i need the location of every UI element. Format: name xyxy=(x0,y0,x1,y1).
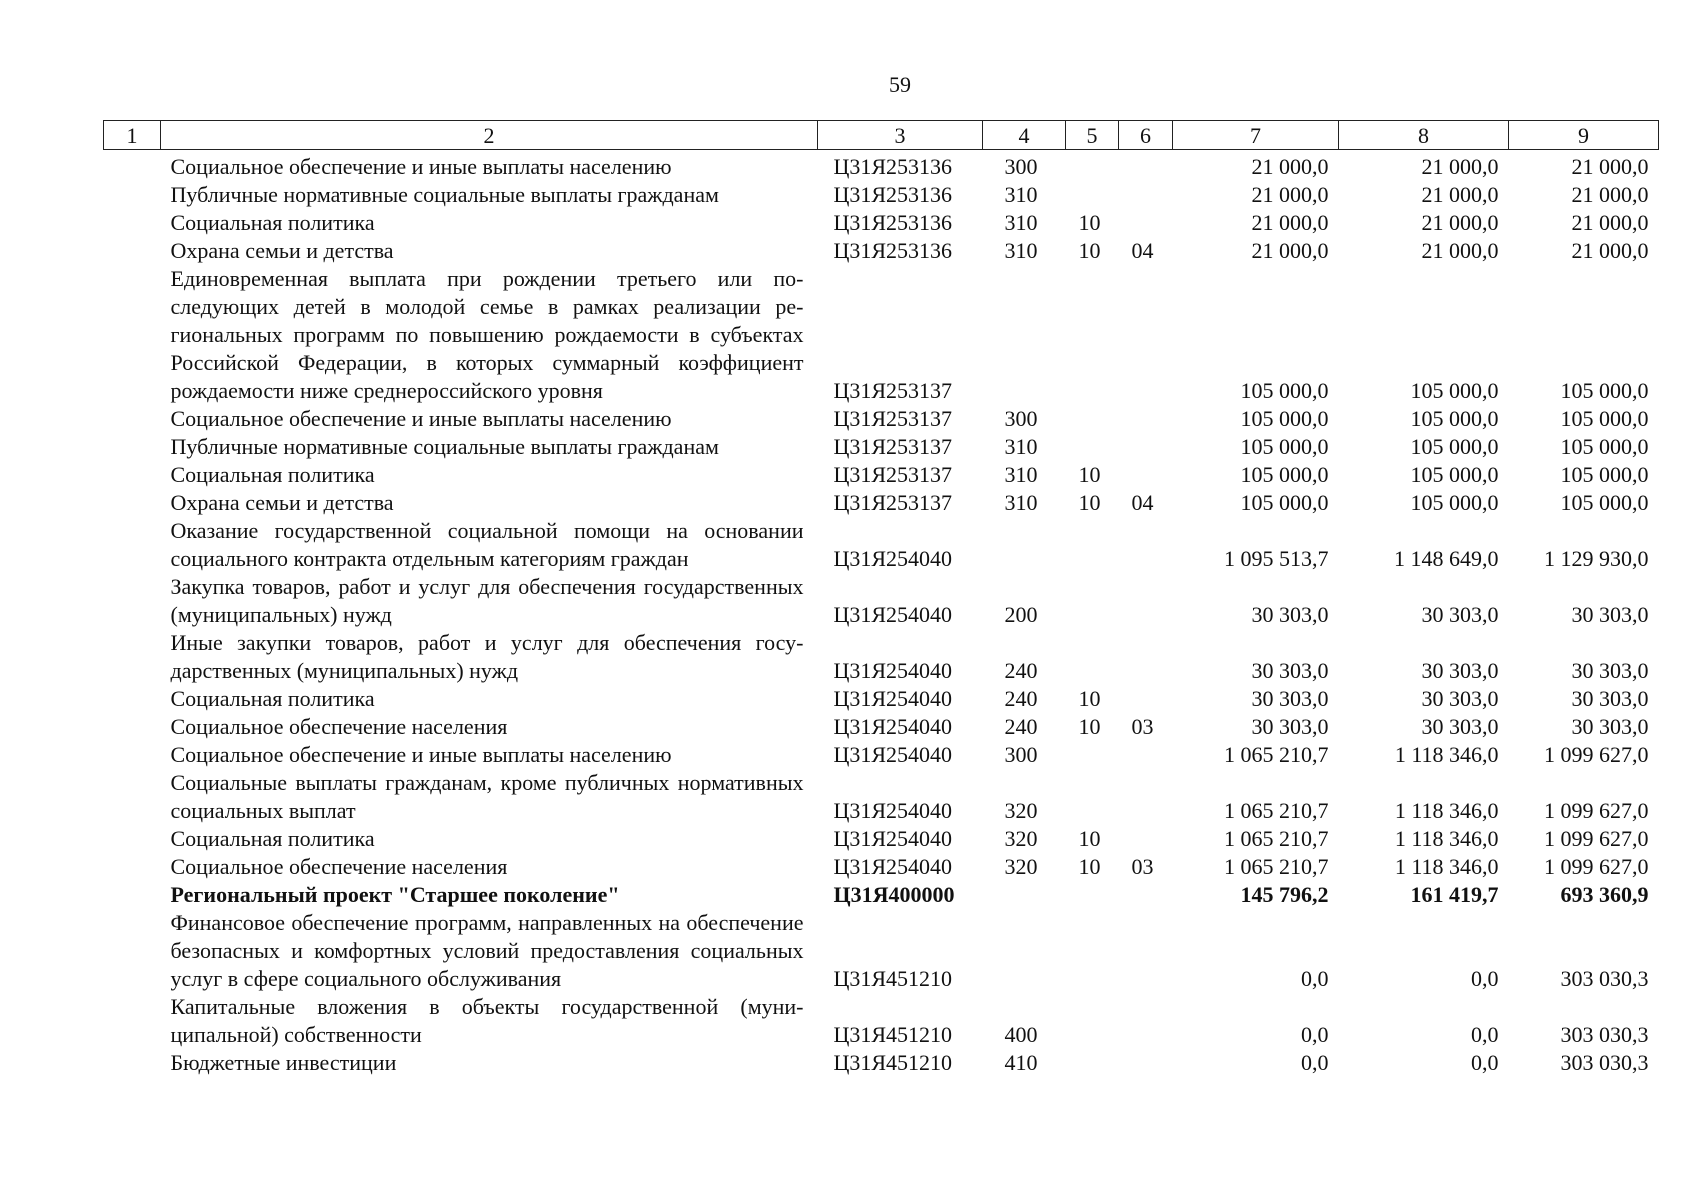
row-amount-col7-cell: 21 000,0 xyxy=(1251,238,1329,263)
row-index-cell xyxy=(104,237,161,265)
table-row xyxy=(104,993,1659,1049)
row-expense-type-cell: 300 xyxy=(1004,154,1038,179)
table-row xyxy=(104,769,1659,825)
page-number: 59 xyxy=(889,72,911,97)
row-subsection-cell xyxy=(1119,993,1173,1049)
row-name-cell: Оказание государственной социальной помощи на основании социального контракта отдельным категориям граждан xyxy=(170,518,804,571)
col-header-1: 1 xyxy=(104,121,161,150)
row-amount-col9-cell: 30 303,0 xyxy=(1571,714,1649,739)
row-amount-col7-cell: 0,0 xyxy=(1301,966,1329,991)
row-name-cell: Публичные нормативные социальные выплаты гражданам xyxy=(170,182,719,207)
row-target-code-cell: Ц31Я254040 xyxy=(833,714,953,739)
row-index-cell xyxy=(104,433,161,461)
row-subsection-cell xyxy=(1119,685,1173,713)
row-amount-col9-cell: 1 099 627,0 xyxy=(1544,798,1649,823)
row-section-cell xyxy=(1066,741,1119,769)
row-amount-col9-cell: 1 099 627,0 xyxy=(1544,826,1649,851)
row-section-cell xyxy=(1066,265,1119,405)
row-expense-type-cell: 400 xyxy=(1004,1022,1038,1047)
row-expense-type-cell: 310 xyxy=(1004,490,1038,515)
row-target-code-cell: Ц31Я253136 xyxy=(833,154,953,179)
row-index-cell xyxy=(104,853,161,881)
row-expense-type-cell: 410 xyxy=(1004,1050,1038,1075)
row-expense-type-cell xyxy=(983,517,1066,573)
row-amount-col9-cell: 1 099 627,0 xyxy=(1544,854,1649,879)
row-amount-col7-cell: 105 000,0 xyxy=(1240,378,1329,403)
row-amount-col9-cell: 21 000,0 xyxy=(1571,182,1649,207)
table-row xyxy=(104,405,1659,433)
row-amount-col8-cell: 105 000,0 xyxy=(1410,490,1499,515)
row-expense-type-cell xyxy=(983,909,1066,993)
row-target-code-cell: Ц31Я254040 xyxy=(833,602,953,627)
row-target-code-cell: Ц31Я253136 xyxy=(833,210,953,235)
row-name-cell: Охрана семьи и детства xyxy=(170,490,394,515)
row-index-cell xyxy=(104,769,161,825)
row-amount-col7-cell: 0,0 xyxy=(1301,1022,1329,1047)
row-amount-col7-cell: 21 000,0 xyxy=(1251,154,1329,179)
row-target-code-cell: Ц31Я254040 xyxy=(833,686,953,711)
row-name-cell: Социальное обеспечение и иные выплаты населению xyxy=(170,154,672,179)
row-index-cell xyxy=(104,265,161,405)
table-row xyxy=(104,713,1659,741)
row-amount-col7-cell: 1 065 210,7 xyxy=(1224,826,1329,851)
col-header-9: 9 xyxy=(1509,121,1659,150)
row-amount-col9-cell: 1 129 930,0 xyxy=(1544,546,1649,571)
row-name-cell: Бюджетные инвестиции xyxy=(170,1050,397,1075)
row-amount-col9-cell: 1 099 627,0 xyxy=(1544,742,1649,767)
row-amount-col8-cell: 105 000,0 xyxy=(1410,462,1499,487)
row-amount-col9-cell: 21 000,0 xyxy=(1571,154,1649,179)
row-target-code-cell: Ц31Я254040 xyxy=(833,798,953,823)
row-expense-type-cell: 310 xyxy=(1004,462,1038,487)
row-amount-col9-cell: 30 303,0 xyxy=(1571,602,1649,627)
row-expense-type-cell: 310 xyxy=(1004,238,1038,263)
row-name-cell: Социальная политика xyxy=(170,686,375,711)
row-section-cell: 10 xyxy=(1078,826,1101,851)
row-expense-type-cell: 320 xyxy=(1004,854,1038,879)
row-index-cell xyxy=(104,489,161,517)
row-expense-type-cell: 320 xyxy=(1004,826,1038,851)
row-subsection-cell xyxy=(1119,769,1173,825)
row-section-cell xyxy=(1066,181,1119,209)
row-name-cell: Социальное обеспечение и иные выплаты населению xyxy=(170,742,672,767)
col-header-4: 4 xyxy=(983,121,1066,150)
row-amount-col8-cell: 0,0 xyxy=(1471,1050,1499,1075)
row-section-cell xyxy=(1066,909,1119,993)
row-amount-col8-cell: 161 419,7 xyxy=(1410,882,1499,907)
row-expense-type-cell: 240 xyxy=(1004,714,1038,739)
row-target-code-cell: Ц31Я400000 xyxy=(833,882,955,907)
row-subsection-cell xyxy=(1119,1049,1173,1077)
row-name-cell: Публичные нормативные социальные выплаты гражданам xyxy=(170,434,719,459)
row-name-cell: Закупка товаров, работ и услуг для обеспечения государственных (муниципальных) нужд xyxy=(170,574,804,627)
row-amount-col8-cell: 21 000,0 xyxy=(1421,210,1499,235)
row-amount-col7-cell: 1 065 210,7 xyxy=(1224,742,1329,767)
table-row xyxy=(104,265,1659,405)
row-section-cell: 10 xyxy=(1078,686,1101,711)
row-amount-col9-cell: 21 000,0 xyxy=(1571,210,1649,235)
row-expense-type-cell: 310 xyxy=(1004,182,1038,207)
row-subsection-cell: 04 xyxy=(1131,238,1154,263)
row-name-cell: Социальная политика xyxy=(170,826,375,851)
table-row xyxy=(104,629,1659,685)
table-row xyxy=(104,237,1659,265)
table-row xyxy=(104,685,1659,713)
table-row xyxy=(104,909,1659,993)
row-amount-col8-cell: 105 000,0 xyxy=(1410,406,1499,431)
row-subsection-cell xyxy=(1119,909,1173,993)
row-amount-col8-cell: 0,0 xyxy=(1471,1022,1499,1047)
row-expense-type-cell: 240 xyxy=(1004,686,1038,711)
table-row xyxy=(104,433,1659,461)
row-name-cell: Социальные выплаты гражданам, кроме публичных нормативных социальных выплат xyxy=(170,770,804,823)
row-amount-col9-cell: 30 303,0 xyxy=(1571,658,1649,683)
row-section-cell: 10 xyxy=(1078,210,1101,235)
row-name-cell: Социальное обеспечение и иные выплаты населению xyxy=(170,406,672,431)
row-expense-type-cell xyxy=(983,881,1066,909)
row-section-cell: 10 xyxy=(1078,714,1101,739)
row-amount-col9-cell: 30 303,0 xyxy=(1571,686,1649,711)
row-subsection-cell: 04 xyxy=(1131,490,1154,515)
row-subsection-cell xyxy=(1119,825,1173,853)
row-subsection-cell xyxy=(1119,629,1173,685)
row-amount-col8-cell: 1 118 346,0 xyxy=(1394,742,1499,767)
row-section-cell: 10 xyxy=(1078,490,1101,515)
row-expense-type-cell: 310 xyxy=(1004,434,1038,459)
row-target-code-cell: Ц31Я254040 xyxy=(833,826,953,851)
row-target-code-cell: Ц31Я253136 xyxy=(833,182,953,207)
row-target-code-cell: Ц31Я254040 xyxy=(833,742,953,767)
row-index-cell xyxy=(104,629,161,685)
row-expense-type-cell: 300 xyxy=(1004,742,1038,767)
row-index-cell xyxy=(104,150,161,182)
row-section-cell: 10 xyxy=(1078,854,1101,879)
row-amount-col8-cell: 30 303,0 xyxy=(1421,658,1499,683)
table-row xyxy=(104,741,1659,769)
row-name-cell: Социальное обеспечение населения xyxy=(170,854,508,879)
col-header-3: 3 xyxy=(818,121,983,150)
row-amount-col8-cell: 21 000,0 xyxy=(1421,154,1499,179)
row-index-cell xyxy=(104,909,161,993)
row-subsection-cell: 03 xyxy=(1131,854,1154,879)
row-amount-col9-cell: 21 000,0 xyxy=(1571,238,1649,263)
row-amount-col8-cell: 21 000,0 xyxy=(1421,238,1499,263)
row-amount-col7-cell: 30 303,0 xyxy=(1251,686,1329,711)
row-amount-col7-cell: 105 000,0 xyxy=(1240,490,1329,515)
row-amount-col8-cell: 105 000,0 xyxy=(1410,434,1499,459)
row-amount-col7-cell: 30 303,0 xyxy=(1251,602,1329,627)
table-row xyxy=(104,489,1659,517)
row-section-cell xyxy=(1066,573,1119,629)
row-section-cell: 10 xyxy=(1078,238,1101,263)
row-subsection-cell xyxy=(1119,150,1173,182)
row-name-cell: Социальное обеспечение населения xyxy=(170,714,508,739)
row-subsection-cell xyxy=(1119,405,1173,433)
row-amount-col9-cell: 303 030,3 xyxy=(1560,1022,1649,1047)
row-amount-col8-cell: 30 303,0 xyxy=(1421,602,1499,627)
col-header-7: 7 xyxy=(1173,121,1339,150)
row-name-cell: Финансовое обеспечение программ, направленных на обеспечение безопасных и комфортных условий предоставления социальных услуг в сфере социального обслуживания xyxy=(170,910,804,991)
row-amount-col9-cell: 105 000,0 xyxy=(1560,406,1649,431)
row-name-cell: Капитальные вложения в объекты государственной (муниципальной) собственности xyxy=(170,994,804,1047)
table-row xyxy=(104,461,1659,489)
table-row xyxy=(104,573,1659,629)
row-subsection-cell xyxy=(1119,741,1173,769)
row-section-cell: 10 xyxy=(1078,462,1101,487)
row-amount-col9-cell: 105 000,0 xyxy=(1560,434,1649,459)
row-amount-col9-cell: 105 000,0 xyxy=(1560,462,1649,487)
row-amount-col8-cell: 21 000,0 xyxy=(1421,182,1499,207)
row-index-cell xyxy=(104,713,161,741)
row-index-cell xyxy=(104,881,161,909)
row-amount-col7-cell: 1 095 513,7 xyxy=(1224,546,1329,571)
row-target-code-cell: Ц31Я451210 xyxy=(833,1050,953,1075)
row-amount-col7-cell: 30 303,0 xyxy=(1251,658,1329,683)
row-index-cell xyxy=(104,209,161,237)
row-name-cell: Иные закупки товаров, работ и услуг для обеспечения государственных (муниципальных) нужд xyxy=(170,630,804,683)
row-target-code-cell: Ц31Я253137 xyxy=(833,462,953,487)
table-row xyxy=(104,825,1659,853)
row-target-code-cell: Ц31Я253137 xyxy=(833,378,953,403)
row-name-cell: Социальная политика xyxy=(170,210,375,235)
row-amount-col9-cell: 303 030,3 xyxy=(1560,966,1649,991)
row-subsection-cell xyxy=(1119,265,1173,405)
row-section-cell xyxy=(1066,769,1119,825)
table-row xyxy=(104,881,1659,909)
table-row xyxy=(104,517,1659,573)
row-index-cell xyxy=(104,685,161,713)
row-index-cell xyxy=(104,993,161,1049)
row-expense-type-cell: 200 xyxy=(1004,602,1038,627)
row-subsection-cell xyxy=(1119,881,1173,909)
row-amount-col8-cell: 105 000,0 xyxy=(1410,378,1499,403)
row-amount-col8-cell: 1 148 649,0 xyxy=(1394,546,1499,571)
row-index-cell xyxy=(104,405,161,433)
row-index-cell xyxy=(104,1049,161,1077)
row-amount-col7-cell: 105 000,0 xyxy=(1240,406,1329,431)
row-expense-type-cell: 240 xyxy=(1004,658,1038,683)
table-row xyxy=(104,181,1659,209)
row-name-cell: Региональный проект "Старшее поколение" xyxy=(170,882,620,907)
row-subsection-cell xyxy=(1119,517,1173,573)
col-header-2: 2 xyxy=(161,121,818,150)
row-index-cell xyxy=(104,517,161,573)
row-index-cell xyxy=(104,825,161,853)
row-amount-col8-cell: 30 303,0 xyxy=(1421,714,1499,739)
row-amount-col7-cell: 30 303,0 xyxy=(1251,714,1329,739)
row-amount-col8-cell: 1 118 346,0 xyxy=(1394,854,1499,879)
row-amount-col7-cell: 105 000,0 xyxy=(1240,462,1329,487)
row-section-cell xyxy=(1066,629,1119,685)
row-expense-type-cell: 320 xyxy=(1004,798,1038,823)
row-amount-col7-cell: 1 065 210,7 xyxy=(1224,854,1329,879)
row-section-cell xyxy=(1066,1049,1119,1077)
row-section-cell xyxy=(1066,993,1119,1049)
row-target-code-cell: Ц31Я254040 xyxy=(833,658,953,683)
row-amount-col7-cell: 21 000,0 xyxy=(1251,182,1329,207)
row-name-cell: Социальная политика xyxy=(170,462,375,487)
row-amount-col8-cell: 1 118 346,0 xyxy=(1394,826,1499,851)
row-subsection-cell xyxy=(1119,433,1173,461)
row-section-cell xyxy=(1066,433,1119,461)
row-amount-col9-cell: 105 000,0 xyxy=(1560,490,1649,515)
row-target-code-cell: Ц31Я253137 xyxy=(833,434,953,459)
row-amount-col8-cell: 1 118 346,0 xyxy=(1394,798,1499,823)
row-amount-col8-cell: 30 303,0 xyxy=(1421,686,1499,711)
table-row xyxy=(104,209,1659,237)
row-subsection-cell xyxy=(1119,461,1173,489)
row-name-cell: Охрана семьи и детства xyxy=(170,238,394,263)
row-amount-col8-cell: 0,0 xyxy=(1471,966,1499,991)
row-target-code-cell: Ц31Я254040 xyxy=(833,546,953,571)
row-amount-col7-cell: 1 065 210,7 xyxy=(1224,798,1329,823)
row-section-cell xyxy=(1066,881,1119,909)
row-expense-type-cell: 300 xyxy=(1004,406,1038,431)
table-body xyxy=(104,150,1659,1078)
row-subsection-cell xyxy=(1119,573,1173,629)
row-subsection-cell xyxy=(1119,181,1173,209)
row-section-cell xyxy=(1066,405,1119,433)
row-target-code-cell: Ц31Я451210 xyxy=(833,1022,953,1047)
row-section-cell xyxy=(1066,150,1119,182)
col-header-8: 8 xyxy=(1339,121,1509,150)
row-amount-col9-cell: 303 030,3 xyxy=(1560,1050,1649,1075)
row-target-code-cell: Ц31Я253136 xyxy=(833,238,953,263)
row-expense-type-cell xyxy=(983,265,1066,405)
row-expense-type-cell: 310 xyxy=(1004,210,1038,235)
row-amount-col9-cell: 693 360,9 xyxy=(1560,882,1649,907)
row-target-code-cell: Ц31Я253137 xyxy=(833,490,953,515)
row-amount-col9-cell: 105 000,0 xyxy=(1560,378,1649,403)
row-index-cell xyxy=(104,181,161,209)
row-index-cell xyxy=(104,741,161,769)
col-header-6: 6 xyxy=(1119,121,1173,150)
table-row xyxy=(104,853,1659,881)
row-index-cell xyxy=(104,461,161,489)
row-name-cell: Единовременная выплата при рождении третьего или последующих детей в молодой семье в рамках реализации региональных программ по повышению рождаемости в субъектах Российской Федерации, в которых суммарный коэффициент рождаемости ниже среднероссийского уровня xyxy=(170,266,804,403)
row-amount-col7-cell: 0,0 xyxy=(1301,1050,1329,1075)
row-target-code-cell: Ц31Я254040 xyxy=(833,854,953,879)
row-amount-col7-cell: 105 000,0 xyxy=(1240,434,1329,459)
row-subsection-cell xyxy=(1119,209,1173,237)
row-target-code-cell: Ц31Я253137 xyxy=(833,406,953,431)
table-row xyxy=(104,150,1659,182)
row-index-cell xyxy=(104,573,161,629)
row-amount-col7-cell: 21 000,0 xyxy=(1251,210,1329,235)
row-target-code-cell: Ц31Я451210 xyxy=(833,966,953,991)
table-row xyxy=(104,1049,1659,1077)
row-section-cell xyxy=(1066,517,1119,573)
col-header-5: 5 xyxy=(1066,121,1119,150)
row-subsection-cell: 03 xyxy=(1131,714,1154,739)
budget-table xyxy=(103,120,1659,1077)
column-number-header xyxy=(104,121,1659,150)
row-amount-col7-cell: 145 796,2 xyxy=(1240,882,1329,907)
